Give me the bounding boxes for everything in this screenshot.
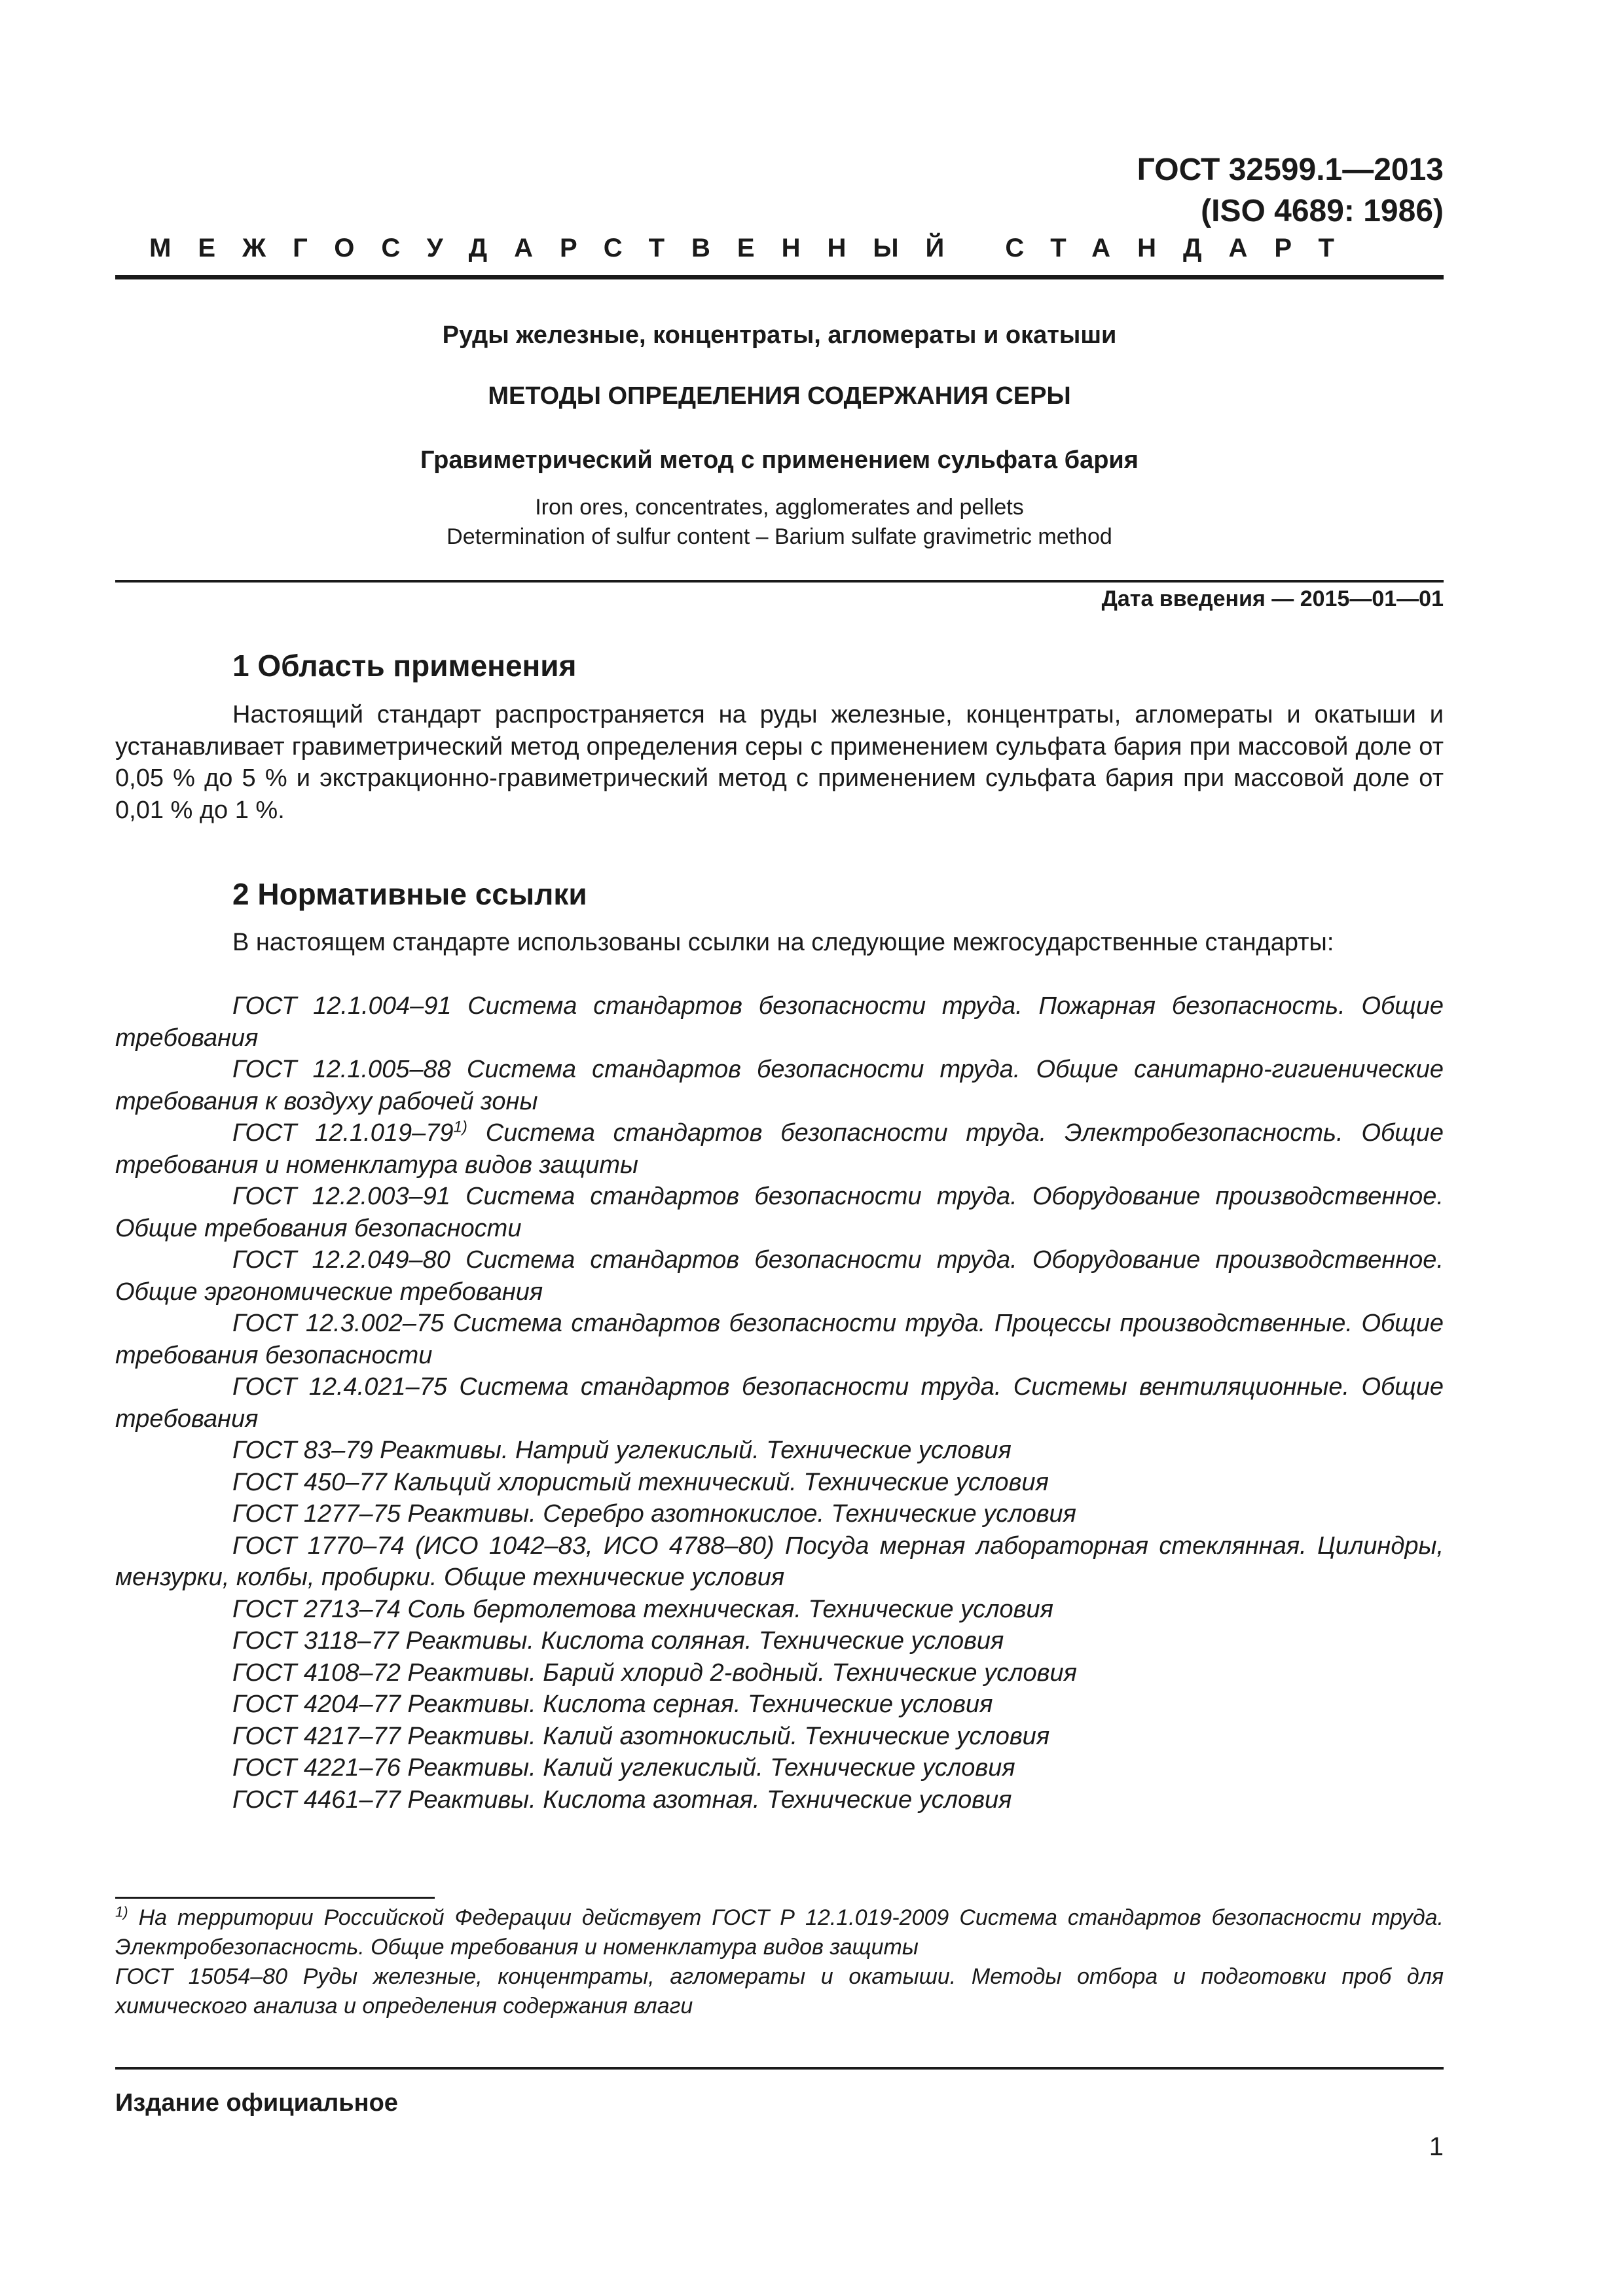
standard-type-banner: МЕЖГОСУДАРСТВЕННЫЙ СТАНДАРТ xyxy=(149,234,1361,262)
title-line-2: МЕТОДЫ ОПРЕДЕЛЕНИЯ СОДЕРЖАНИЯ СЕРЫ xyxy=(488,382,1071,410)
reference-item: ГОСТ 4204–77 Реактивы. Кислота серная. Технические условия xyxy=(232,1691,993,1718)
section-2-intro: В настоящем стандарте использованы ссылки на следующие межгосударственные стандарты: xyxy=(232,929,1334,956)
section-2-heading: 2 Нормативные ссылки xyxy=(232,877,587,911)
reference-item: ГОСТ 4108–72 Реактивы. Барий хлорид 2-водный. Технические условия xyxy=(232,1659,1077,1687)
reference-item: ГОСТ 12.4.021–75 Система стандартов безопасности труда. Системы вентиляционные. Общие требования xyxy=(115,1373,1444,1433)
footnote-continuation: ГОСТ 15054–80 Руды железные, концентраты, агломераты и окатыши. Методы отбора и подготовки проб для химического анализа и определения содержания влаги xyxy=(115,1964,1444,2018)
reference-item: ГОСТ 1277–75 Реактивы. Серебро азотнокислое. Технические условия xyxy=(232,1500,1076,1528)
reference-item xyxy=(115,1117,1444,1181)
footnote-separator xyxy=(115,1897,435,1899)
reference-item: ГОСТ 4217–77 Реактивы. Калий азотнокислый. Технические условия xyxy=(232,1722,1050,1750)
footnote xyxy=(115,1903,1444,2021)
footer-rule xyxy=(115,2067,1444,2070)
section-1-text: Настоящий стандарт распространяется на руды железные, концентраты, агломераты и окатыши и устанавливает гравиметрический метод определения серы с применением сульфата бария при массовой доле от 0,05 % до 5 % и экстракционно-гравиметрический метод с применением сульфата бария при массовой доле от 0,01 % до 1 %. xyxy=(115,701,1444,824)
reference-item: ГОСТ 3118–77 Реактивы. Кислота соляная. Технические условия xyxy=(232,1627,1004,1655)
iso-reference: (ISO 4689: 1986) xyxy=(1201,194,1444,228)
reference-item: ГОСТ 4461–77 Реактивы. Кислота азотная. Технические условия xyxy=(232,1785,1012,1814)
reference-title: Система стандартов безопасности труда. Электробезопасность. Общие требования и номенклатура видов защиты xyxy=(115,1119,1444,1179)
reference-list xyxy=(115,990,1444,1816)
reference-item: ГОСТ 12.2.049–80 Система стандартов безопасности труда. Оборудование производственное. Общие эргономические требования xyxy=(115,1246,1444,1306)
title-line-1: Руды железные, концентраты, агломераты и окатыши xyxy=(442,321,1117,349)
reference-item: ГОСТ 12.2.003–91 Система стандартов безопасности труда. Оборудование производственное. Общие требования безопасности xyxy=(115,1183,1444,1242)
reference-item: ГОСТ 12.1.004–91 Система стандартов безопасности труда. Пожарная безопасность. Общие требования xyxy=(115,992,1444,1052)
footnote-marker: 1) xyxy=(453,1118,467,1136)
english-title-line-2: Determination of sulfur content – Barium sulfate gravimetric method xyxy=(447,524,1112,549)
page-number: 1 xyxy=(1429,2132,1444,2161)
header-rule xyxy=(115,275,1444,279)
introduction-date: Дата введения — 2015—01—01 xyxy=(1101,586,1444,611)
reference-item: ГОСТ 12.1.005–88 Система стандартов безопасности труда. Общие санитарно-гигиенические требования к воздуху рабочей зоны xyxy=(115,1056,1444,1115)
reference-item: ГОСТ 12.3.002–75 Система стандартов безопасности труда. Процессы производственные. Общие требования безопасности xyxy=(115,1310,1444,1369)
title-line-3: Гравиметрический метод с применением сульфата бария xyxy=(420,446,1139,474)
footnote-text: $^{1)}$ На территории Российской Федерации действует ГОСТ Р 12.1.019-2009 Система стандартов безопасности труда. Электробезопасность. Общие требования и номенклатура видов защиты xyxy=(115,1903,1444,1960)
reference-item: ГОСТ 83–79 Реактивы. Натрий углекислый. Технические условия xyxy=(232,1437,1012,1464)
english-title-line-1: Iron ores, concentrates, agglomerates and pellets xyxy=(535,495,1024,520)
edition-label: Издание официальное xyxy=(115,2089,398,2117)
reference-item: ГОСТ 2713–74 Соль бертолетова техническая. Технические условия xyxy=(232,1595,1053,1623)
reference-item: ГОСТ 450–77 Кальций хлористый технический. Технические условия xyxy=(232,1468,1049,1496)
reference-item: ГОСТ 1770–74 (ИСО 1042–83, ИСО 4788–80) Посуда мерная лабораторная стеклянная. Цилиндры, мензурки, колбы, пробирки. Общие технические условия xyxy=(115,1532,1444,1591)
reference-code: ГОСТ 12.1.019–79 xyxy=(232,1119,454,1147)
gost-number: ГОСТ 32599.1—2013 xyxy=(1137,152,1444,187)
section-1-heading: 1 Область применения xyxy=(232,649,577,683)
reference-item: ГОСТ 4221–76 Реактивы. Калий углекислый. Технические условия xyxy=(232,1754,1015,1782)
footnote-mark: 1) xyxy=(115,1903,128,1920)
